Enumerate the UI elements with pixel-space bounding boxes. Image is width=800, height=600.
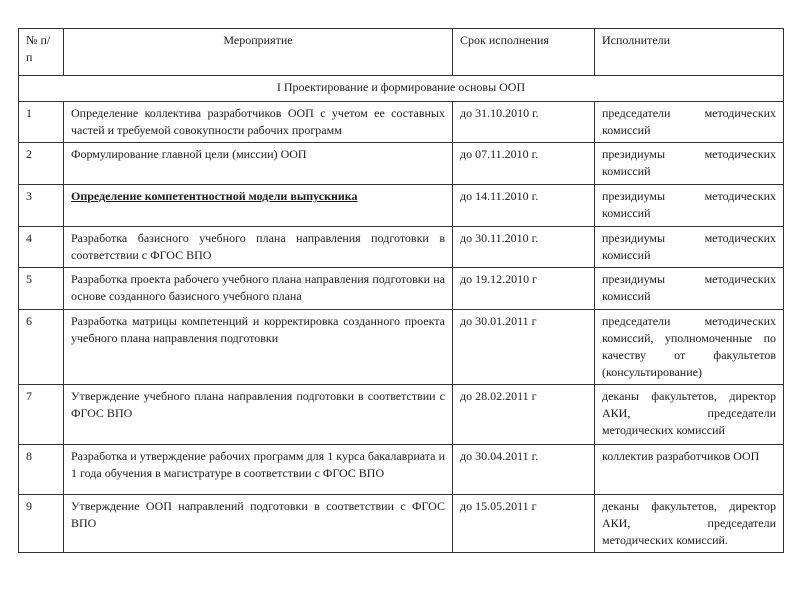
row-executors: президиумы методических комиссий [595, 143, 784, 185]
table-row [19, 143, 784, 185]
table-row [19, 268, 784, 310]
row-deadline: до 15.05.2011 г [453, 495, 595, 553]
row-number: 8 [19, 445, 64, 495]
row-executors: коллектив разработчиков ООП [595, 445, 784, 495]
row-number: 5 [19, 268, 64, 310]
action-plan-table [18, 28, 784, 553]
table-row [19, 102, 784, 143]
row-executors: деканы факультетов, директор АКИ, председатели методических комиссий. [595, 495, 784, 553]
row-deadline: до 19.12.2010 г [453, 268, 595, 310]
section-row [19, 76, 784, 102]
row-activity: Разработка проекта рабочего учебного плана направления подготовки на основе созданного базисного учебного плана [64, 268, 453, 310]
row-deadline: до 14.11.2010 г. [453, 185, 595, 227]
row-number: 9 [19, 495, 64, 553]
table-row [19, 227, 784, 268]
row-activity: Утверждение учебного плана направления подготовки в соответствии с ФГОС ВПО [64, 385, 453, 445]
row-deadline: до 30.11.2010 г. [453, 227, 595, 268]
row-number: 3 [19, 185, 64, 227]
row-number: 6 [19, 310, 64, 385]
table-header-row [19, 29, 784, 76]
table-row [19, 385, 784, 445]
row-deadline: до 30.01.2011 г [453, 310, 595, 385]
row-deadline: до 28.02.2011 г [453, 385, 595, 445]
row-number: 1 [19, 102, 64, 143]
row-executors: президиумы методических комиссий [595, 185, 784, 227]
row-deadline: до 31.10.2010 г. [453, 102, 595, 143]
header-deadline: Срок исполнения [453, 29, 595, 76]
row-executors: деканы факультетов, директор АКИ, председатели методических комиссий [595, 385, 784, 445]
row-executors: президиумы методических комиссий [595, 268, 784, 310]
row-number: 2 [19, 143, 64, 185]
row-activity: Формулирование главной цели (миссии) ООП [64, 143, 453, 185]
row-executors: председатели методических комиссий, уполномоченные по качеству от факультетов (консультирование) [595, 310, 784, 385]
row-executors: председатели методических комиссий [595, 102, 784, 143]
header-activity: Мероприятие [64, 29, 453, 76]
section-title: I Проектирование и формирование основы ООП [19, 76, 784, 102]
row-activity: Утверждение ООП направлений подготовки в соответствии с ФГОС ВПО [64, 495, 453, 553]
row-activity: Разработка матрицы компетенций и корректировка созданного проекта учебного плана направления подготовки [64, 310, 453, 385]
table-row [19, 495, 784, 553]
row-activity: Определение коллектива разработчиков ООП с учетом ее составных частей и требуемой совокупности рабочих программ [64, 102, 453, 143]
row-activity: Разработка и утверждение рабочих программ для 1 курса бакалавриата и 1 года обучения в магистратуре в соответствии с ФГОС ВПО [64, 445, 453, 495]
row-executors: президиумы методических комиссий [595, 227, 784, 268]
row-number: 7 [19, 385, 64, 445]
header-executors: Исполнители [595, 29, 784, 76]
table-row [19, 445, 784, 495]
row-deadline: до 30.04.2011 г. [453, 445, 595, 495]
table-row [19, 185, 784, 227]
row-activity: Разработка базисного учебного плана направления подготовки в соответствии с ФГОС ВПО [64, 227, 453, 268]
row-activity: Определение компетентностной модели выпускника [64, 185, 453, 227]
table-row [19, 310, 784, 385]
row-number: 4 [19, 227, 64, 268]
header-num: № п/п [19, 29, 64, 76]
row-deadline: до 07.11.2010 г. [453, 143, 595, 185]
